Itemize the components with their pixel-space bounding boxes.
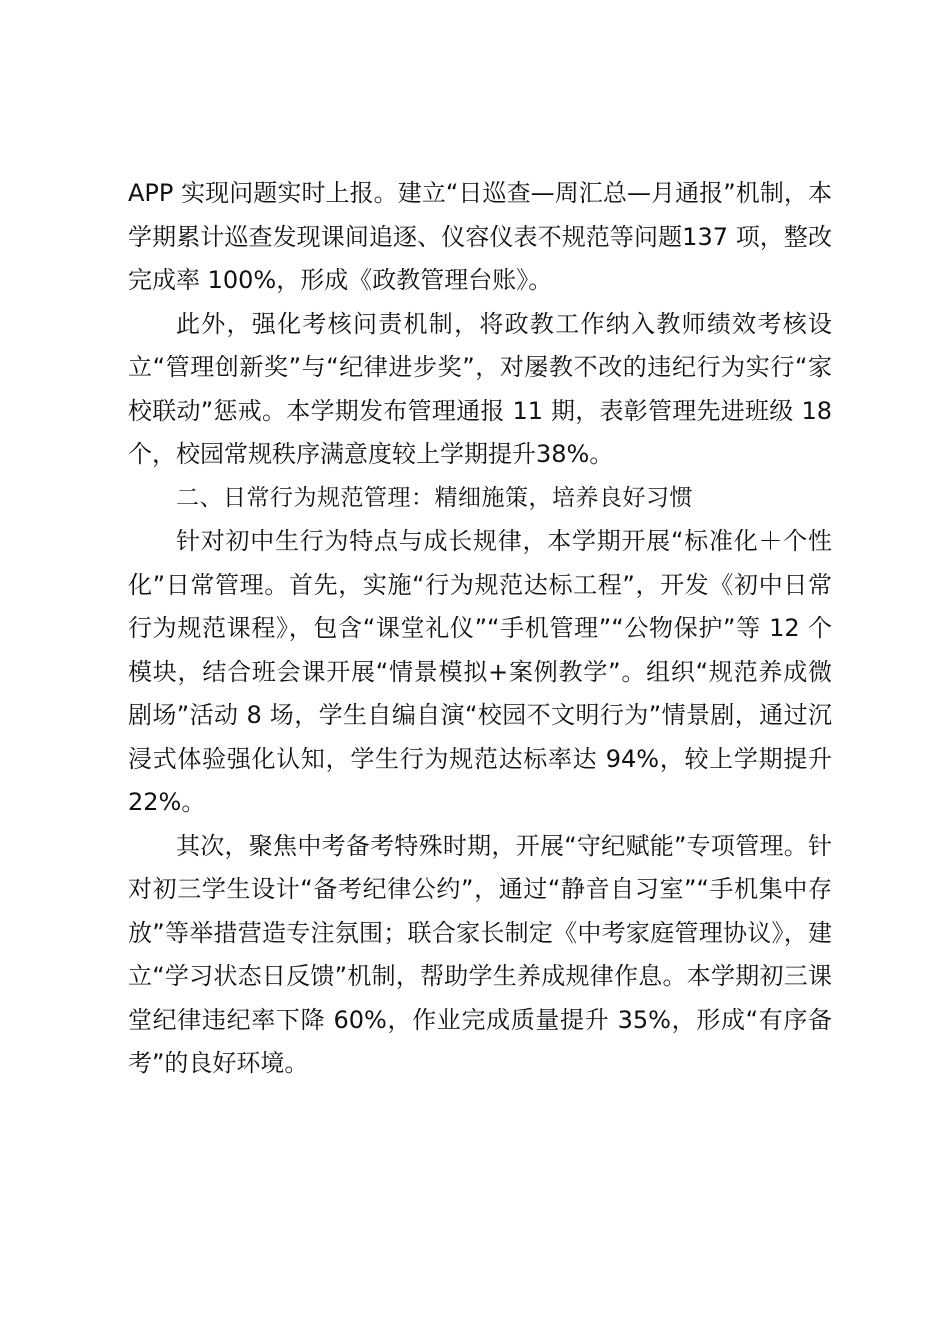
paragraph-exam-preparation: 其次，聚焦中考备考特殊时期，开展“守纪赋能”专项管理。针对初三学生设计“备考纪律公约”，通过“静音自习室”“手机集中存放”等举措营造专注氛围；联合家长制定《中考家庭管理协议》，建立“学习状态日反馈”机制，帮助学生养成规律作息。本学期初三课堂纪律违纪率下降 60%，作业完成质量提升 35%，形成“有序备考”的良好环境。	[128, 831, 832, 1077]
paragraph-assessment: 此外，强化考核问责机制，将政教工作纳入教师绩效考核设立“管理创新奖”与“纪律进步奖”，对屡教不改的违纪行为实行“家校联动”惩戒。本学期发布管理通报 11 期，表彰管理先进班级 18 个，校园常规秩序满意度较上学期提升38%。	[128, 309, 832, 468]
paragraph-continuation: APP 实现问题实时上报。建立“日巡查—周汇总—月通报”机制，本学期累计巡查发现课间追逐、仪容仪表不规范等问题137 项，整改完成率 100%，形成《政教管理台账》。	[128, 179, 832, 294]
paragraph-daily-behavior: 针对初中生行为特点与成长规律，本学期开展“标准化＋个性化”日常管理。首先，实施“行为规范达标工程”，开发《初中日常行为规范课程》，包含“课堂礼仪”“手机管理”“公物保护”等 12 个模块，结合班会课开展“情景模拟+案例教学”。组织“规范养成微剧场”活动 8 场，学生自编自演“校园不文明行为”情景剧，通过沉浸式体验强化认知，学生行为规范达标率达 94%，较上学期提升 22%。	[128, 527, 832, 816]
document-body	[128, 172, 832, 1086]
section-heading: 二、日常行为规范管理：精细施策，培养良好习惯	[176, 484, 693, 511]
